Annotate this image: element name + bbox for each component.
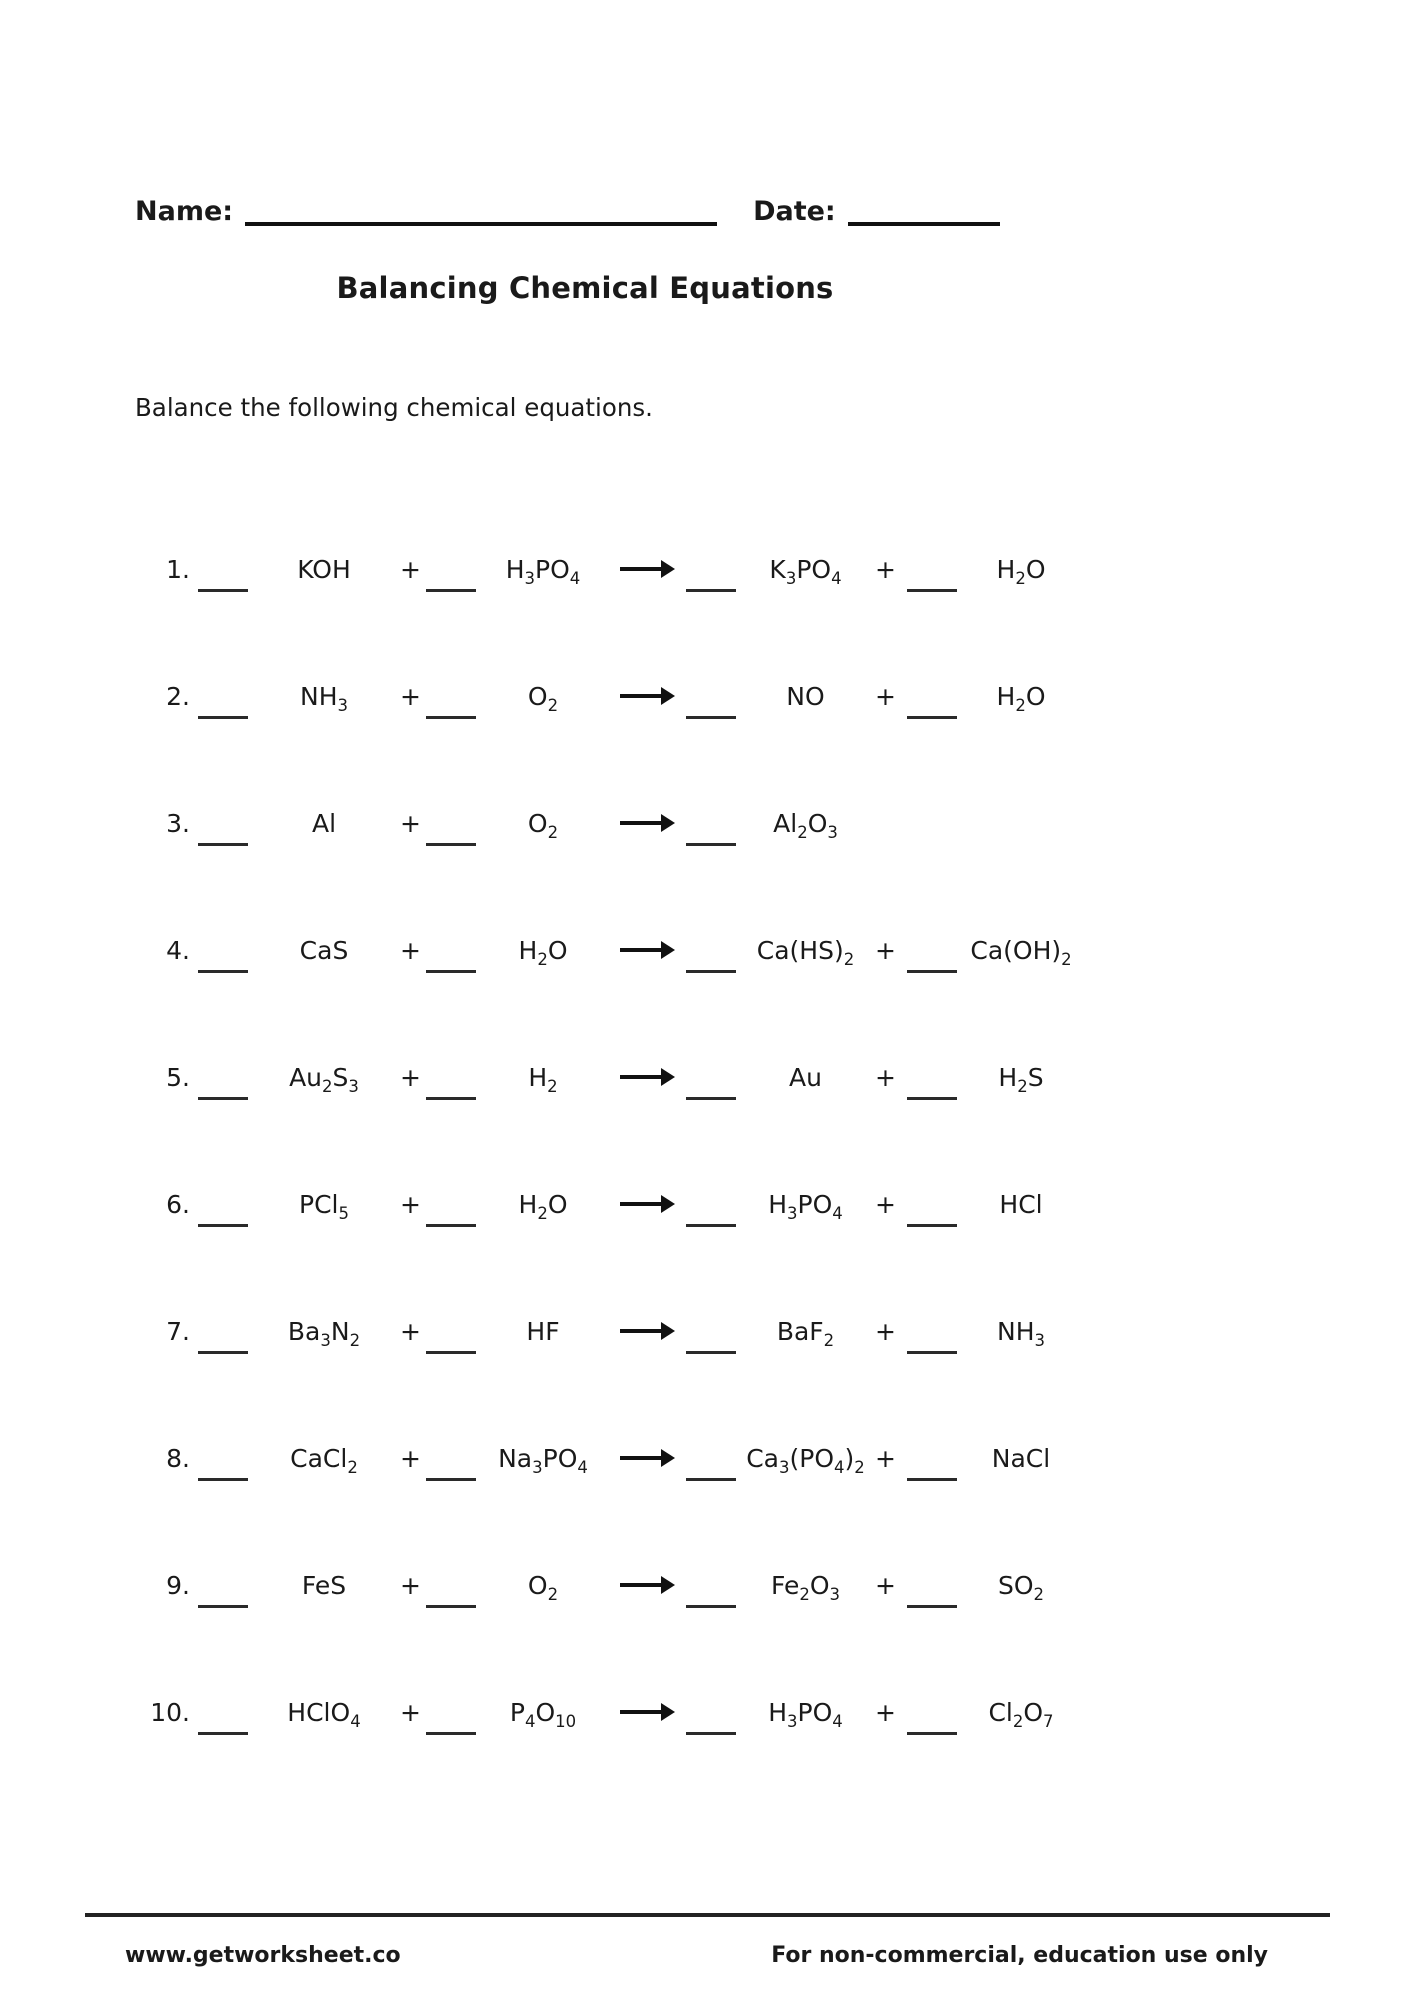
reaction-arrow-icon bbox=[610, 1202, 672, 1206]
name-label: Name: bbox=[135, 196, 234, 227]
equation-row bbox=[150, 671, 1414, 721]
equation-number: 3. bbox=[166, 808, 190, 838]
coefficient-blank[interactable] bbox=[426, 943, 476, 973]
chemical-formula: $Fe_2O_3$ bbox=[770, 1570, 841, 1604]
reaction-arrow-icon bbox=[610, 948, 672, 952]
coefficient-blank[interactable] bbox=[686, 1070, 736, 1100]
chemical-formula: $H_3PO_4$ bbox=[768, 1697, 843, 1731]
equation-row bbox=[150, 1687, 1414, 1737]
chemical-formula: HF bbox=[526, 1316, 560, 1346]
chemical-formula: $H_2O$ bbox=[996, 681, 1046, 715]
chemical-formula: $O_2$ bbox=[527, 808, 559, 842]
chemical-formula: $P_4O_{10}$ bbox=[509, 1697, 577, 1731]
chemical-formula: $H_2O$ bbox=[518, 935, 568, 969]
chemical-formula: $Al_2O_3$ bbox=[773, 808, 838, 842]
plus-sign: + bbox=[875, 935, 896, 965]
chemical-formula: $H_2$ bbox=[528, 1062, 558, 1096]
equation-number: 4. bbox=[166, 935, 190, 965]
coefficient-blank[interactable] bbox=[686, 562, 736, 592]
coefficient-blank[interactable] bbox=[198, 1451, 248, 1481]
equation-number: 10. bbox=[150, 1697, 190, 1727]
chemical-formula: $O_2$ bbox=[527, 681, 559, 715]
chemical-formula: $H_2O$ bbox=[996, 554, 1046, 588]
chemical-formula: Au bbox=[789, 1062, 822, 1092]
coefficient-blank[interactable] bbox=[198, 1578, 248, 1608]
footer-divider bbox=[85, 1913, 1330, 1917]
equations-list bbox=[0, 544, 1414, 1737]
plus-sign: + bbox=[400, 808, 421, 838]
coefficient-blank[interactable] bbox=[907, 1578, 957, 1608]
chemical-formula: PCl$_5$ bbox=[299, 1189, 349, 1223]
equation-number: 6. bbox=[166, 1189, 190, 1219]
coefficient-blank[interactable] bbox=[686, 689, 736, 719]
coefficient-blank[interactable] bbox=[686, 943, 736, 973]
chemical-formula: $H_2S$ bbox=[998, 1062, 1044, 1096]
chemical-formula: $H_2O$ bbox=[518, 1189, 568, 1223]
coefficient-blank[interactable] bbox=[426, 1578, 476, 1608]
equation-number: 8. bbox=[166, 1443, 190, 1473]
chemical-formula: $Na_3PO_4$ bbox=[498, 1443, 588, 1477]
date-label: Date: bbox=[753, 196, 836, 227]
equation-number: 5. bbox=[166, 1062, 190, 1092]
equation-row bbox=[150, 1433, 1414, 1483]
equation-number: 2. bbox=[166, 681, 190, 711]
coefficient-blank[interactable] bbox=[198, 943, 248, 973]
equation-row bbox=[150, 1306, 1414, 1356]
plus-sign: + bbox=[875, 681, 896, 711]
chemical-formula: $NH_3$ bbox=[997, 1316, 1045, 1350]
chemical-formula: $O_2$ bbox=[527, 1570, 559, 1604]
plus-sign: + bbox=[400, 1062, 421, 1092]
footer bbox=[85, 1913, 1330, 1968]
chemical-formula: KOH bbox=[297, 554, 351, 584]
chemical-formula: HClO$_4$ bbox=[287, 1697, 361, 1731]
coefficient-blank[interactable] bbox=[426, 1324, 476, 1354]
coefficient-blank[interactable] bbox=[907, 689, 957, 719]
coefficient-blank[interactable] bbox=[686, 1705, 736, 1735]
equation-number: 9. bbox=[166, 1570, 190, 1600]
plus-sign: + bbox=[400, 554, 421, 584]
plus-sign: + bbox=[875, 1570, 896, 1600]
plus-sign: + bbox=[400, 1189, 421, 1219]
reaction-arrow-icon bbox=[610, 1329, 672, 1333]
equation-row bbox=[150, 1560, 1414, 1610]
footer-site-text: www.getworksheet.co bbox=[125, 1943, 401, 1968]
plus-sign: + bbox=[875, 1443, 896, 1473]
plus-sign: + bbox=[875, 1189, 896, 1219]
coefficient-blank[interactable] bbox=[907, 1451, 957, 1481]
reaction-arrow-icon bbox=[610, 694, 672, 698]
coefficient-blank[interactable] bbox=[907, 1705, 957, 1735]
instructions-text: Balance the following chemical equations. bbox=[135, 393, 653, 422]
plus-sign: + bbox=[400, 1697, 421, 1727]
chemical-formula: HCl bbox=[999, 1189, 1043, 1219]
coefficient-blank[interactable] bbox=[907, 562, 957, 592]
reaction-arrow-icon bbox=[610, 1456, 672, 1460]
footer-license-text: For non-commercial, education use only bbox=[771, 1943, 1268, 1968]
coefficient-blank[interactable] bbox=[426, 816, 476, 846]
date-fill-line[interactable] bbox=[848, 222, 1000, 226]
coefficient-blank[interactable] bbox=[686, 1324, 736, 1354]
chemical-formula: $Au_2S_3$ bbox=[289, 1062, 359, 1096]
chemical-formula: BaF$_2$ bbox=[776, 1316, 835, 1350]
plus-sign: + bbox=[400, 681, 421, 711]
equation-number: 7. bbox=[166, 1316, 190, 1346]
coefficient-blank[interactable] bbox=[907, 1324, 957, 1354]
chemical-formula: $Cl_2O_7$ bbox=[988, 1697, 1054, 1731]
header bbox=[0, 0, 1414, 227]
chemical-formula: $Ca_3(PO_4)_2$ bbox=[746, 1443, 865, 1477]
chemical-formula: NO bbox=[786, 681, 825, 711]
chemical-formula: $Ba_3N_2$ bbox=[287, 1316, 361, 1350]
chemical-formula: CaS bbox=[299, 935, 349, 965]
coefficient-blank[interactable] bbox=[426, 689, 476, 719]
coefficient-blank[interactable] bbox=[198, 1197, 248, 1227]
chemical-formula: FeS bbox=[301, 1570, 347, 1600]
plus-sign: + bbox=[400, 935, 421, 965]
chemical-formula: $Ca(HS)_2$ bbox=[756, 935, 855, 969]
coefficient-blank[interactable] bbox=[686, 1197, 736, 1227]
equation-row bbox=[150, 544, 1414, 594]
plus-sign: + bbox=[400, 1570, 421, 1600]
chemical-formula: $H_3PO_4$ bbox=[505, 554, 581, 588]
plus-sign: + bbox=[875, 554, 896, 584]
coefficient-blank[interactable] bbox=[686, 1451, 736, 1481]
page-title: Balancing Chemical Equations bbox=[336, 271, 834, 305]
coefficient-blank[interactable] bbox=[426, 1070, 476, 1100]
plus-sign: + bbox=[400, 1316, 421, 1346]
plus-sign: + bbox=[875, 1697, 896, 1727]
chemical-formula: $H_3PO_4$ bbox=[768, 1189, 843, 1223]
reaction-arrow-icon bbox=[610, 567, 672, 571]
coefficient-blank[interactable] bbox=[907, 1197, 957, 1227]
equation-row bbox=[150, 1052, 1414, 1102]
chemical-formula: NaCl bbox=[991, 1443, 1051, 1473]
chemical-formula: $Ca(OH)_2$ bbox=[970, 935, 1072, 969]
chemical-formula: $NH_3$ bbox=[300, 681, 348, 715]
equation-row bbox=[150, 798, 1414, 848]
reaction-arrow-icon bbox=[610, 1075, 672, 1079]
equation-row bbox=[150, 1179, 1414, 1229]
coefficient-blank[interactable] bbox=[686, 1578, 736, 1608]
chemical-formula: $SO_2$ bbox=[997, 1570, 1045, 1604]
coefficient-blank[interactable] bbox=[198, 562, 248, 592]
coefficient-blank[interactable] bbox=[686, 816, 736, 846]
title-wrap bbox=[0, 271, 1170, 305]
reaction-arrow-icon bbox=[610, 1583, 672, 1587]
coefficient-blank[interactable] bbox=[198, 1324, 248, 1354]
plus-sign: + bbox=[400, 1443, 421, 1473]
coefficient-blank[interactable] bbox=[426, 562, 476, 592]
coefficient-blank[interactable] bbox=[198, 816, 248, 846]
name-fill-line[interactable] bbox=[245, 222, 717, 226]
chemical-formula: Al bbox=[311, 808, 337, 838]
coefficient-blank[interactable] bbox=[198, 1705, 248, 1735]
reaction-arrow-icon bbox=[610, 821, 672, 825]
coefficient-blank[interactable] bbox=[907, 943, 957, 973]
chemical-formula: $K_3PO_4$ bbox=[769, 554, 842, 588]
equation-number: 1. bbox=[166, 554, 190, 584]
coefficient-blank[interactable] bbox=[907, 1070, 957, 1100]
coefficient-blank[interactable] bbox=[426, 1705, 476, 1735]
chemical-formula: CaCl$_2$ bbox=[290, 1443, 358, 1477]
reaction-arrow-icon bbox=[610, 1710, 672, 1714]
plus-sign: + bbox=[875, 1316, 896, 1346]
coefficient-blank[interactable] bbox=[198, 1070, 248, 1100]
coefficient-blank[interactable] bbox=[426, 1451, 476, 1481]
equation-row bbox=[150, 925, 1414, 975]
plus-sign: + bbox=[875, 1062, 896, 1092]
coefficient-blank[interactable] bbox=[426, 1197, 476, 1227]
coefficient-blank[interactable] bbox=[198, 689, 248, 719]
